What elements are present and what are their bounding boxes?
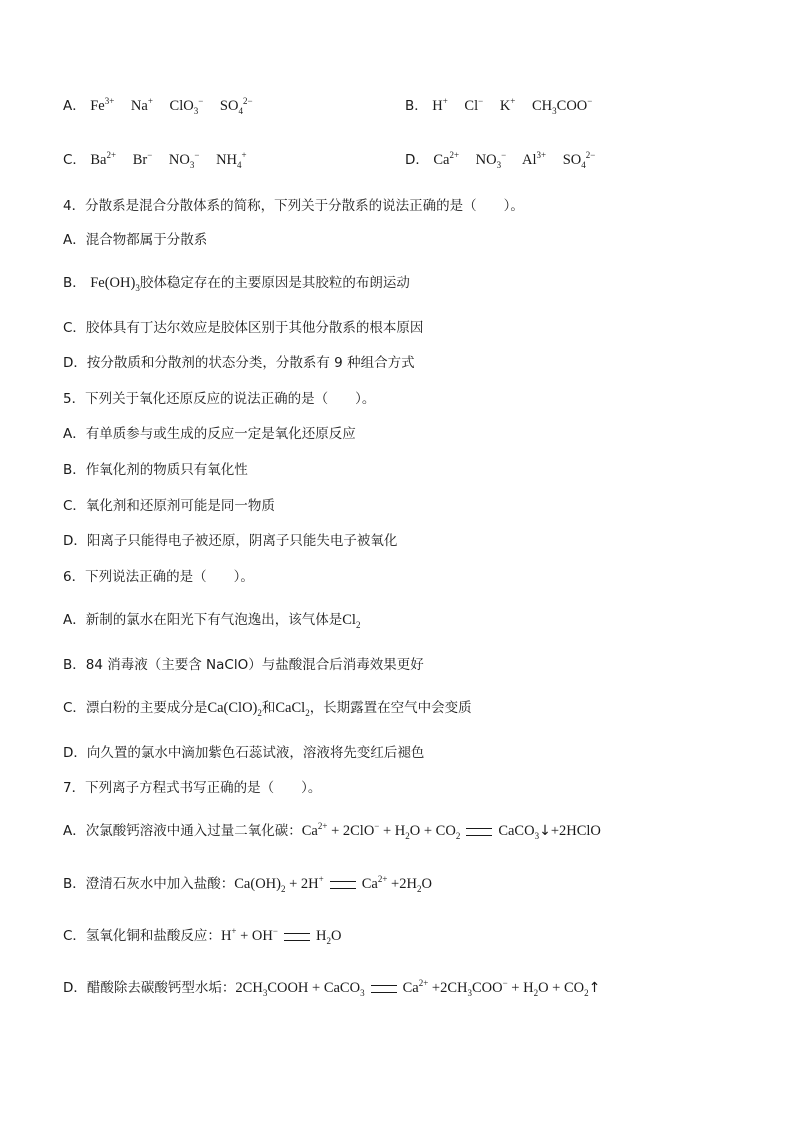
q7-option-c: C．氢氧化铜和盐酸反应：H+ + OH− $H_2O$ bbox=[63, 926, 342, 946]
q6-option-c: C．漂白粉的主要成分是$Ca(ClO)_2$和CaCl$_2$，长期露置在空气中会变质 bbox=[63, 700, 472, 718]
q4-option-d: D．按分散质和分散剂的状态分类，分散系有 9 种组合方式 bbox=[63, 355, 415, 371]
q7-option-a: A．次氯酸钙溶液中通入过量二氧化碳：$Ca^{2+} + 2ClO^- + H_2O + CO_2$ CaCO$_3$↓+2HClO bbox=[63, 821, 601, 841]
equals-sign bbox=[371, 985, 397, 993]
q5-option-b: B．作氧化剂的物质只有氧化性 bbox=[63, 462, 248, 478]
q4-option-c: C．胶体具有丁达尔效应是胶体区别于其他分散系的根本原因 bbox=[63, 320, 424, 336]
q3-option-d: D． $Ca^{2+}$ $NO_3^-$ $Al^{3+}$ $SO_4^{2-}$ bbox=[405, 150, 596, 170]
q3-option-a bbox=[63, 96, 593, 116]
ion-list: $Ba^{2+}$ Br− $NO_3^-$ $NH_4^+$ bbox=[90, 150, 247, 170]
option-letter: A． bbox=[63, 98, 86, 114]
q5-option-c: C．氧化剂和还原剂可能是同一物质 bbox=[63, 498, 275, 514]
q5-stem: 5．下列关于氧化还原反应的说法正确的是（ ）。 bbox=[63, 391, 376, 407]
q5-option-a: A．有单质参与或生成的反应一定是氧化还原反应 bbox=[63, 426, 356, 442]
q5-option-d: D．阳离子只能得电子被还原，阴离子只能失电子被氧化 bbox=[63, 533, 398, 549]
q4-stem: 4．分散系是混合分散体系的简称，下列关于分散系的说法正确的是（ ）。 bbox=[63, 198, 524, 214]
q6-option-a: A．新制的氯水在阳光下有气泡逸出，该气体是$Cl_2$ bbox=[63, 612, 361, 630]
q6-stem: 6．下列说法正确的是（ ）。 bbox=[63, 569, 254, 585]
q4-option-a: A．混合物都属于分散系 bbox=[63, 232, 208, 248]
q3-option-c bbox=[63, 150, 596, 170]
option-letter: C． bbox=[63, 152, 86, 168]
q7-option-b: B．澄清石灰水中加入盐酸：$Ca(OH)_2 + 2H^+$ $Ca^{2+} +2H_2O$ bbox=[63, 874, 432, 894]
q7-stem: 7．下列离子方程式书写正确的是（ ）。 bbox=[63, 780, 322, 796]
q6-option-d: D．向久置的氯水中滴加紫色石蕊试液，溶液将先变红后褪色 bbox=[63, 745, 425, 761]
equals-sign bbox=[284, 933, 310, 941]
q6-option-b: B．84 消毒液（主要含 NaClO）与盐酸混合后消毒效果更好 bbox=[63, 657, 424, 673]
ion-list: $Fe^{3+}$ Na+ ClO$_3$− $SO_4^{2-}$ bbox=[90, 96, 253, 116]
equals-sign bbox=[466, 828, 492, 836]
q3-option-b: B． H+ Cl− K+ $CH_3COO^-$ bbox=[405, 96, 593, 116]
q7-option-d: D．醋酸除去碳酸钙型水垢：$2CH_3COOH$ + CaCO$_3$ $Ca^{2+} +2CH_3COO^- + H_2O$ + $CO_2↑$ bbox=[63, 978, 601, 998]
equals-sign bbox=[330, 881, 356, 889]
q4-option-b: B． $Fe(OH)_3$胶体稳定存在的主要原因是其胶粒的布朗运动 bbox=[63, 275, 410, 293]
